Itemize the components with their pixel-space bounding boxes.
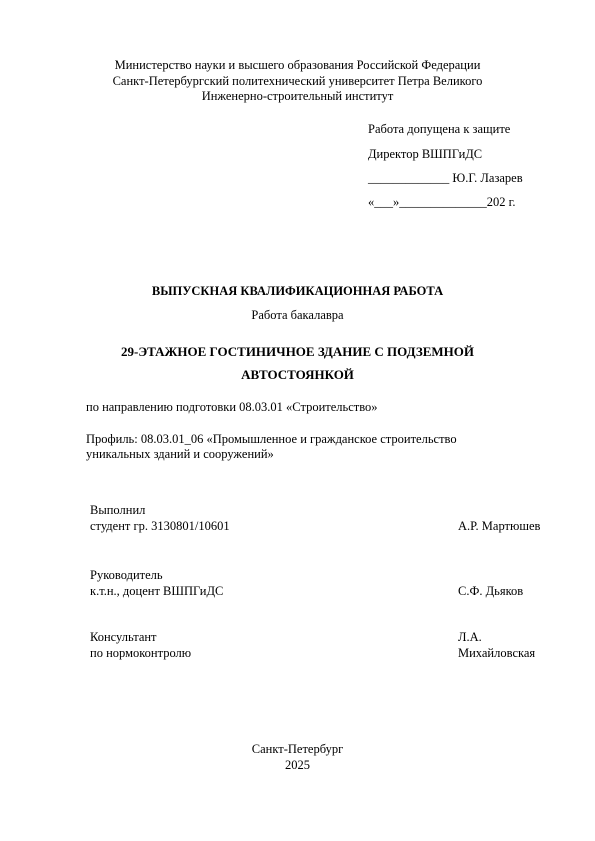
approval-signature-line: _____________ Ю.Г. Лазарев bbox=[368, 171, 523, 185]
consultant-name-line1: Л.А. bbox=[458, 630, 482, 644]
consultant-role: Консультант bbox=[90, 630, 157, 644]
thesis-topic-line1: 29-ЭТАЖНОЕ ГОСТИНИЧНОЕ ЗДАНИЕ С ПОДЗЕМНОЙ bbox=[120, 344, 475, 359]
author-role: Выполнил bbox=[90, 503, 146, 517]
consultant-info bbox=[90, 630, 191, 661]
city: Санкт-Петербург bbox=[251, 742, 344, 756]
approval-admitted: Работа допущена к защите bbox=[368, 122, 511, 136]
document-title: ВЫПУСКНАЯ КВАЛИФИКАЦИОННАЯ РАБОТА bbox=[151, 284, 444, 298]
consultant-name-line2: Михайловская bbox=[458, 645, 536, 660]
supervisor-name-text: С.Ф. Дьяков bbox=[458, 584, 524, 598]
author-info bbox=[90, 503, 230, 534]
consultant-position: по нормоконтролю bbox=[90, 645, 192, 660]
supervisor-info bbox=[90, 568, 223, 599]
study-direction: по направлению подготовки 08.03.01 «Строительство» bbox=[86, 400, 378, 414]
profile-line2: уникальных зданий и сооружений» bbox=[86, 447, 274, 461]
university-name: Санкт-Петербургский политехнический университет Петра Великого bbox=[112, 73, 483, 88]
supervisor-role: Руководитель bbox=[90, 568, 163, 582]
author-position: студент гр. 3130801/10601 bbox=[90, 518, 230, 533]
supervisor-position: к.т.н., доцент ВШПГиДС bbox=[90, 583, 224, 598]
institute-name: Инженерно-строительный институт bbox=[201, 89, 394, 103]
thesis-topic-line2: АВТОСТОЯНКОЙ bbox=[241, 367, 354, 382]
institution-header bbox=[0, 58, 595, 105]
author-name bbox=[458, 519, 540, 535]
supervisor-name bbox=[458, 584, 523, 600]
place-and-year bbox=[0, 742, 595, 773]
year: 2025 bbox=[285, 757, 310, 772]
profile-line1: Профиль: 08.03.01_06 «Промышленное и гражданское строительство bbox=[86, 432, 457, 446]
work-type: Работа бакалавра bbox=[251, 308, 344, 322]
approval-director: Директор ВШПГиДС bbox=[368, 147, 483, 161]
thesis-topic bbox=[0, 340, 595, 386]
approval-date-line: «___»______________202 г. bbox=[368, 195, 516, 209]
ministry-name: Министерство науки и высшего образования Российской Федерации bbox=[114, 58, 481, 72]
consultant-name bbox=[458, 630, 535, 661]
author-name-text: А.Р. Мартюшев bbox=[458, 519, 541, 533]
